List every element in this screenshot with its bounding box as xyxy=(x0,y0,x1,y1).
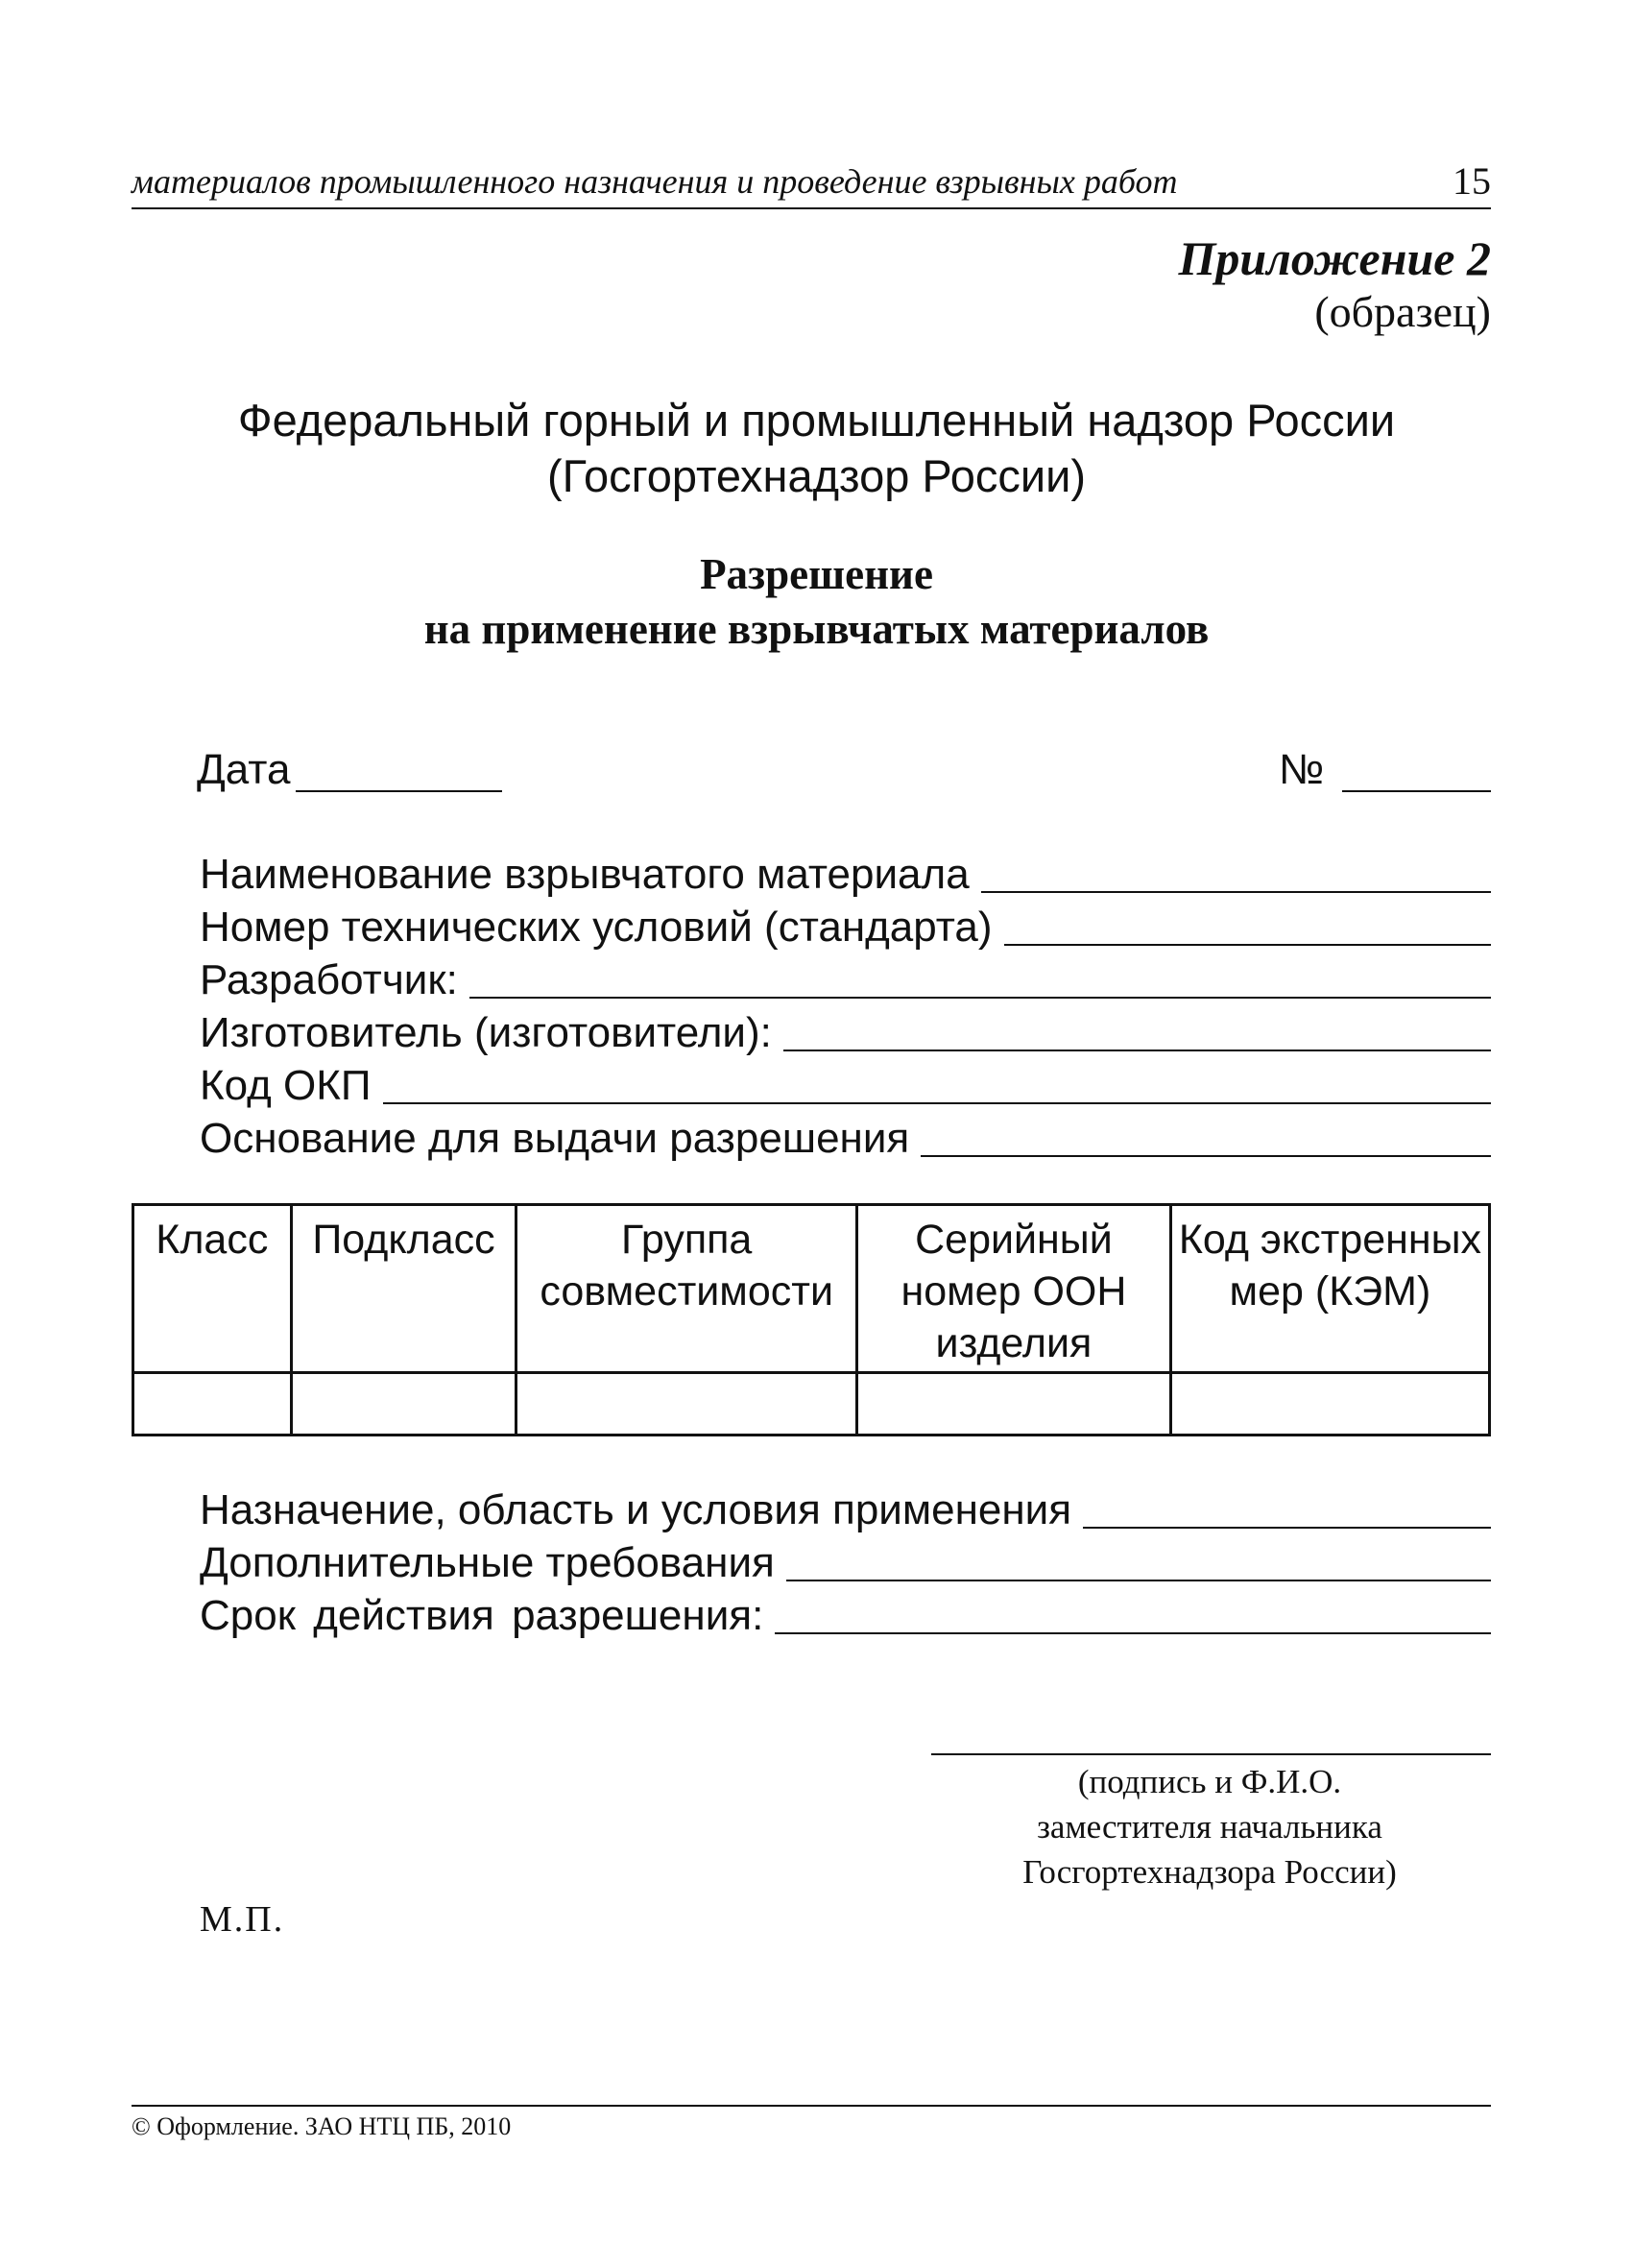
field-label: Назначение, область и условия применения xyxy=(200,1486,1072,1533)
form-field-additional-requirements xyxy=(200,1537,1491,1589)
classification-table xyxy=(132,1203,1491,1436)
fill-line[interactable] xyxy=(981,853,1491,893)
field-label: Номер технических условий (стандарта) xyxy=(200,904,993,951)
form-field-basis xyxy=(200,1113,1491,1165)
header-subclass: Подкласс xyxy=(291,1205,516,1373)
sample-note: (образец) xyxy=(1314,287,1491,336)
appendix-label: Приложение 2 xyxy=(1178,231,1491,285)
date-number-row xyxy=(197,744,1491,802)
signature-caption xyxy=(979,1759,1440,1894)
header-class: Класс xyxy=(133,1205,292,1373)
fill-line[interactable] xyxy=(383,1064,1491,1104)
fill-line[interactable] xyxy=(1004,905,1491,946)
running-header xyxy=(132,159,1491,209)
running-header-title: материалов промышленного назначения и проведение взрывных работ xyxy=(132,162,1178,201)
table-row xyxy=(133,1373,1490,1436)
organization-short-name: (Госгортехнадзор России) xyxy=(546,450,1087,501)
footer-copyright: © Оформление. ЗАО НТЦ ПБ, 2010 xyxy=(132,2112,512,2140)
field-label: Разработчик: xyxy=(200,956,458,1003)
document-title: Разрешение xyxy=(700,550,933,598)
form-field-validity-period xyxy=(200,1590,1491,1642)
fill-line[interactable] xyxy=(1083,1488,1491,1529)
form-field-developer xyxy=(200,954,1491,1006)
signature-line[interactable] xyxy=(931,1753,1491,1755)
header-compatibility-group: Группа совместимости xyxy=(516,1205,857,1373)
number-label: № xyxy=(1279,746,1325,793)
field-label: Изготовитель (изготовители): xyxy=(200,1009,772,1056)
field-label: Дополнительные требования xyxy=(200,1539,775,1586)
cell-compatibility-group[interactable] xyxy=(516,1373,857,1436)
date-label: Дата xyxy=(197,746,291,793)
fill-line[interactable] xyxy=(783,1011,1491,1051)
table-header-row xyxy=(133,1205,1490,1373)
field-label: Основание для выдачи разрешения xyxy=(200,1115,910,1162)
signature-caption-line3: Госгортехнадзора России) xyxy=(1022,1853,1397,1891)
cell-emergency-code[interactable] xyxy=(1170,1373,1489,1436)
form-field-tech-conditions xyxy=(200,902,1491,953)
stamp-label: М.П. xyxy=(200,1899,285,1940)
form-field-okp-code xyxy=(200,1060,1491,1112)
fill-line[interactable] xyxy=(469,958,1491,999)
field-label: Наименование взрывчатого материала xyxy=(200,851,970,898)
cell-class[interactable] xyxy=(133,1373,292,1436)
form-field-purpose xyxy=(200,1484,1491,1536)
header-emergency-code: Код экстренных мер (КЭМ) xyxy=(1170,1205,1489,1373)
organization-name: Федеральный горный и промышленный надзор России xyxy=(237,395,1396,446)
fill-line[interactable] xyxy=(786,1541,1491,1581)
form-field-material-name xyxy=(200,849,1491,901)
header-un-number: Серийный номер ООН изделия xyxy=(856,1205,1170,1373)
field-label: Код ОКП xyxy=(200,1062,372,1109)
form-field-manufacturer xyxy=(200,1007,1491,1059)
footer-divider xyxy=(132,2105,1491,2107)
date-field[interactable] xyxy=(296,790,502,792)
number-field[interactable] xyxy=(1342,790,1491,792)
fill-line[interactable] xyxy=(775,1594,1491,1634)
fill-line[interactable] xyxy=(921,1117,1491,1157)
document-subtitle: на применение взрывчатых материалов xyxy=(423,605,1210,653)
field-label: Срок действия разрешения: xyxy=(200,1592,764,1639)
signature-caption-line1: (подпись и Ф.И.О. xyxy=(1077,1763,1342,1800)
cell-un-number[interactable] xyxy=(856,1373,1170,1436)
signature-caption-line2: заместителя начальника xyxy=(1037,1808,1382,1846)
page-number: 15 xyxy=(1453,159,1491,203)
cell-subclass[interactable] xyxy=(291,1373,516,1436)
